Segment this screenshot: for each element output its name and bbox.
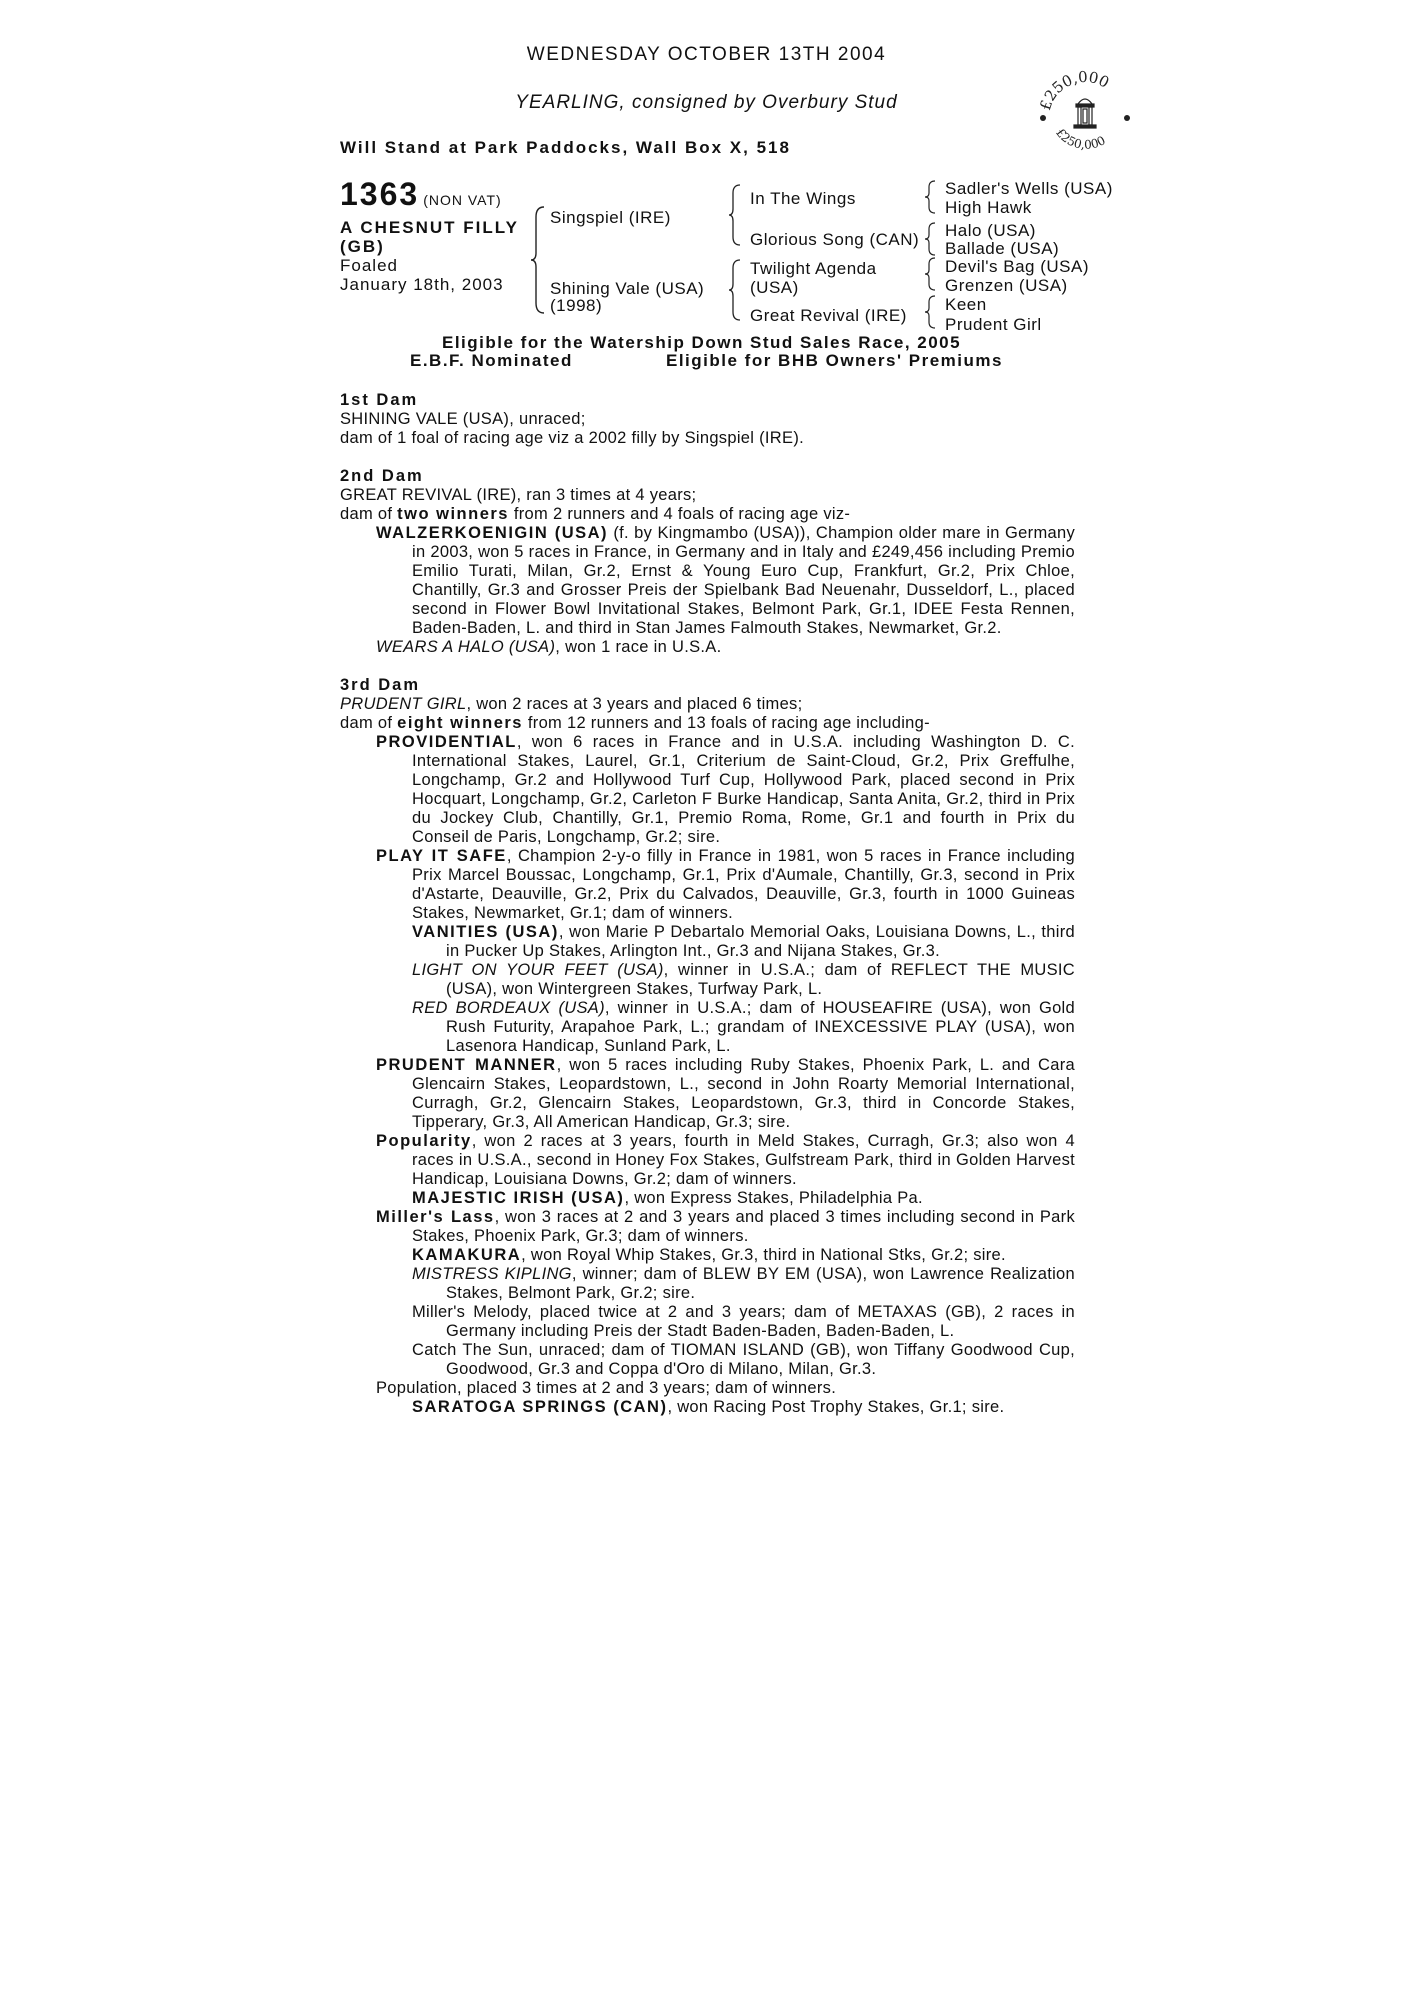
progeny-popularity: Popularity, won 2 races at 3 years, fourth in Meld Stakes, Curragh, Gr.3; also won 4 races in U.S.A., second in Honey Fox Stakes, Gulfstream Park, third in Golden Harvest Handicap, Louisiana Downs, Gr.2; dam of winners. [376,1132,1075,1188]
grandprogeny-millers-melody: Miller's Melody, placed twice at 2 and 3 years; dam of METAXAS (GB), 2 races in Germany including Preis der Stadt Baden-Baden, Baden-Baden, L. [412,1303,1075,1340]
ggp-name: Keen [945,295,987,314]
eligibility-sales-race: Eligible for the Watership Down Stud Sales Race, 2005 [442,333,962,352]
stand-location: Will Stand at Park Paddocks, Wall Box X, 518 [340,138,791,157]
dam1-line1: SHINING VALE (USA), unraced; [340,410,586,428]
dam2-line2: dam of two winners from 2 runners and 4 foals of racing age viz- [340,505,851,523]
price-stamp-icon [1035,68,1135,156]
pedigree-brace-main [530,205,548,315]
pedigree-brace-gg1 [924,179,938,215]
vat-status: (NON VAT) [423,192,502,208]
grandprogeny-saratoga-springs: SARATOGA SPRINGS (CAN), won Racing Post Trophy Stakes, Gr.1; sire. [412,1398,1005,1416]
bhb-eligibility: Eligible for BHB Owners' Premiums [666,351,1003,370]
catalogue-body [340,391,1075,1417]
grandprogeny-vanities: VANITIES (USA), won Marie P Debartalo Memorial Oaks, Louisiana Downs, L., third in Pucker Up Stakes, Arlington Int., Gr.3 and Nijana Stakes, Gr.3. [412,923,1075,960]
dam2-heading: 2nd Dam [340,467,424,485]
progeny-providential: PROVIDENTIAL, won 6 races in France and in U.S.A. including Washington D. C. International Stakes, Laurel, Gr.1, Criterium de Saint-Cloud, Gr.2, Prix Greffulhe, Longchamp, Gr.2 and Hollywood Turf Cup, Hollywood Park, placed second in Prix Hocquart, Longchamp, Gr.2, Carleton F Burke Handicap, Santa Anita, Gr.2, third in Prix du Jockey Club, Chantilly, Gr.1, Premio Roma, Rome, Gr.1 and fourth in Prix du Conseil de Paris, Longchamp, Gr.2; sire. [376,733,1075,846]
foaled-label: Foaled [340,256,398,275]
lot-number: 1363 (NON VAT) [340,176,502,212]
progeny-millers-lass: Miller's Lass, won 3 races at 2 and 3 years and placed 3 times including second in Park Stakes, Phoenix Park, Gr.3; dam of winners. [376,1208,1075,1245]
sale-date: WEDNESDAY OCTOBER 13TH 2004 [526,44,887,65]
pedigree-brace-gg3 [924,256,938,292]
ggp-name: Ballade (USA) [945,239,1060,258]
ggp-name: Halo (USA) [945,221,1036,240]
dam1-heading: 1st Dam [340,391,419,409]
sire-name: Singspiel (IRE) [550,208,671,227]
grandprogeny-red-bordeaux: RED BORDEAUX (USA), winner in U.S.A.; dam of HOUSEAFIRE (USA), won Gold Rush Futurity, Arapahoe Park, L.; grandam of INEXCESSIVE PLAY (USA), won Lasenora Handicap, Sunland Park, L. [412,999,1075,1055]
dam2-line1: GREAT REVIVAL (IRE), ran 3 times at 4 years; [340,486,697,504]
dam1-line2: dam of 1 foal of racing age viz a 2002 filly by Singspiel (IRE). [340,429,805,447]
dam-dam-name: Great Revival (IRE) [750,306,907,325]
dam-name: Shining Vale (USA) [550,279,705,298]
horse-description: A CHESNUT FILLY [340,218,519,237]
ggp-name: Grenzen (USA) [945,276,1068,295]
ggp-name: Sadler's Wells (USA) [945,179,1113,198]
ggp-name: High Hawk [945,198,1032,217]
ebf-nominated: E.B.F. Nominated [410,351,573,370]
foaled-date: January 18th, 2003 [340,275,504,294]
ggp-name: Devil's Bag (USA) [945,257,1090,276]
sire-dam-name: Glorious Song (CAN) [750,230,920,249]
ggp-name: Prudent Girl [945,315,1042,334]
progeny-population: Population, placed 3 times at 2 and 3 years; dam of winners. [376,1379,837,1397]
dam3-line2: dam of eight winners from 12 runners and 13 foals of racing age including- [340,714,930,732]
dam-sire-origin: (USA) [750,278,799,297]
pedigree-brace-sire [728,183,744,247]
progeny-prudent-manner: PRUDENT MANNER, won 5 races including Ruby Stakes, Phoenix Park, L. and Cara Glencairn Stakes, Leopardstown, L., second in John Roarty Memorial International, Curragh, Gr.2, Glencairn Stakes, Leopardstown, Gr.3, third in Concorde Stakes, Tipperary, Gr.3, All American Handicap, Gr.3; sire. [376,1056,1076,1131]
progeny-play-it-safe: PLAY IT SAFE, Champion 2-y-o filly in France in 1981, won 5 races in France including Prix Marcel Boussac, Longchamp, Gr.1, Prix d'Aumale, Chantilly, Gr.3, second in Prix d'Astarte, Deauville, Gr.2, Prix du Calvados, Deauville, Gr.3, fourth in 1000 Guineas Stakes, Newmarket, Gr.1; dam of winners. [376,847,1075,922]
grandprogeny-kamakura: KAMAKURA, won Royal Whip Stakes, Gr.3, third in National Stks, Gr.2; sire. [412,1246,1006,1264]
grandprogeny-mistress-kipling: MISTRESS KIPLING, winner; dam of BLEW BY EM (USA), won Lawrence Realization Stakes, Belmont Park, Gr.2; sire. [412,1265,1075,1302]
progeny-wears-a-halo: WEARS A HALO (USA), won 1 race in U.S.A. [376,638,722,656]
pedigree-brace-gg4 [924,294,938,330]
dam3-line1: PRUDENT GIRL, won 2 races at 3 years and placed 6 times; [340,695,803,713]
dam3-heading: 3rd Dam [340,676,421,694]
pedigree-brace-dam [728,258,744,322]
grandprogeny-catch-the-sun: Catch The Sun, unraced; dam of TIOMAN ISLAND (GB), won Tiffany Goodwood Cup, Goodwood, Gr.3 and Coppa d'Oro di Milano, Milan, Gr.3. [412,1341,1075,1378]
consignor-line: YEARLING, consigned by Overbury Stud [515,92,898,113]
dam-year: (1998) [550,296,603,315]
svg-text:£250,000: £250,000 [1053,125,1108,152]
sire-sire-name: In The Wings [750,189,856,208]
grandprogeny-majestic-irish: MAJESTIC IRISH (USA), won Express Stakes, Philadelphia Pa. [412,1189,923,1207]
svg-text:£250,000: £250,000 [1036,68,1113,113]
dam-sire-name: Twilight Agenda [750,259,877,278]
pedigree-brace-gg2 [924,221,938,257]
horse-description-origin: (GB) [340,237,385,256]
grandprogeny-light-on-your-feet: LIGHT ON YOUR FEET (USA), winner in U.S.A.; dam of REFLECT THE MUSIC (USA), won Wintergreen Stakes, Turfway Park, L. [412,961,1075,998]
progeny-walzerkoenigin: WALZERKOENIGIN (USA) (f. by Kingmambo (USA)), Champion older mare in Germany in 2003, won 5 races in France, in Germany and in Italy and £249,456 including Premio Emilio Turati, Milan, Gr.2, Ernst & Young Euro Cup, Frankfurt, Gr.2, Prix Chloe, Chantilly, Gr.3 and Grosser Preis der Spielbank Bad Neuenahr, Dusseldorf, L., placed second in Flower Bowl Invitational Stakes, Belmont Park, Gr.1, IDEE Festa Rennen, Baden-Baden, L. and third in Stan James Falmouth Stakes, Newmarket, Gr.2. [376,524,1075,637]
